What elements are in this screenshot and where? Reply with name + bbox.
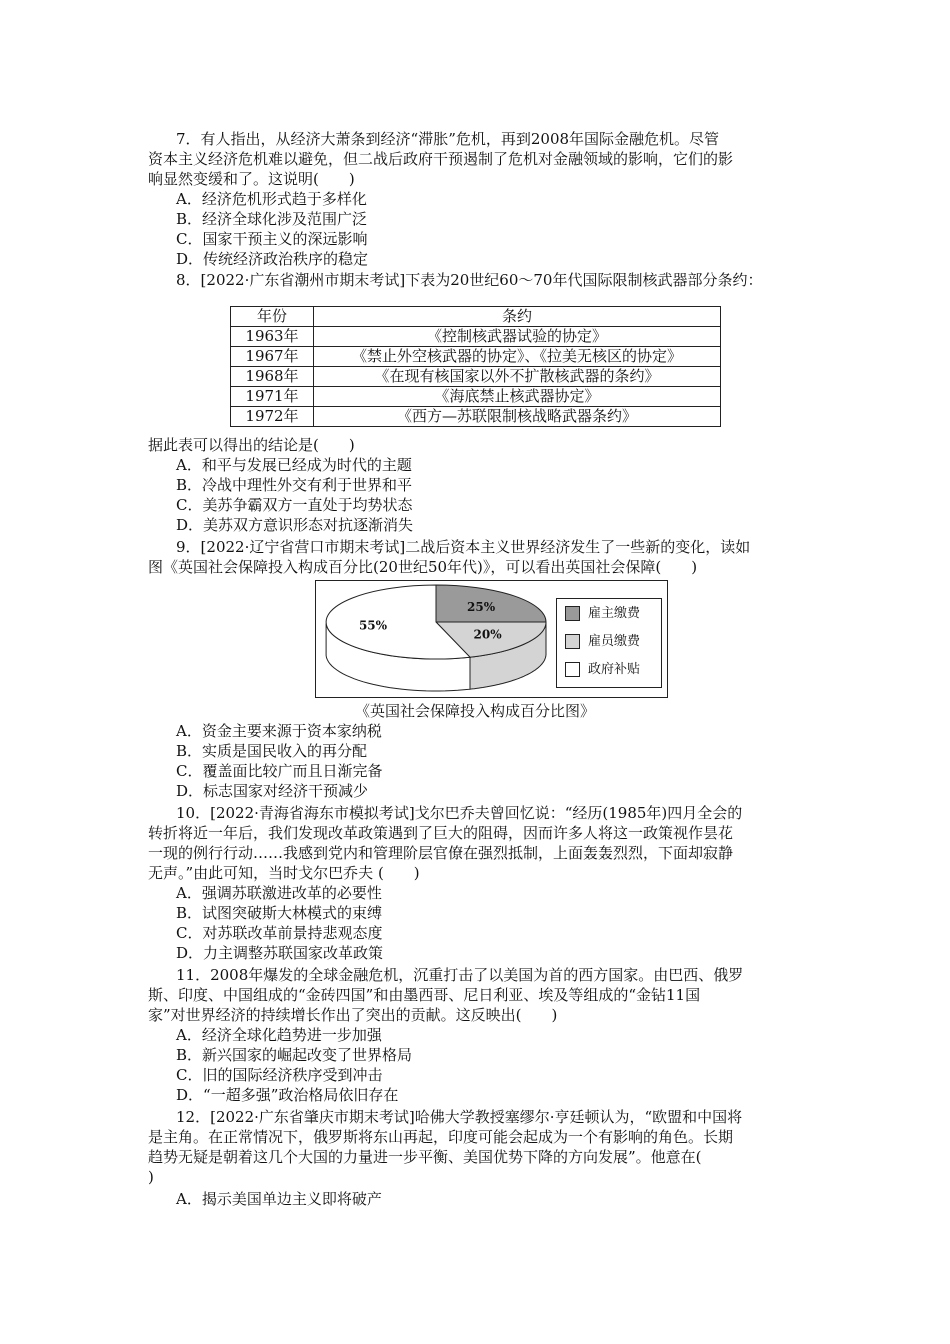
q9-option-a: A．资金主要来源于资本家纳税 — [176, 722, 382, 740]
q7-option-d: D．传统经济政治秩序的稳定 — [176, 250, 369, 268]
q12-line-2: 是主角。在正常情况下，俄罗斯将东山再起，印度可能会起成为一个有影响的角色。长期 — [148, 1128, 734, 1146]
q7-option-a: A．经济危机形式趋于多样化 — [176, 190, 367, 208]
legend-label: 政府补贴 — [588, 662, 641, 677]
table-cell-year: 1971年 — [231, 387, 314, 407]
q12-line-4: ) — [148, 1168, 154, 1186]
legend-item — [565, 633, 640, 651]
pie-value-label-1: 20% — [473, 627, 502, 642]
q8-option-a: A．和平与发展已经成为时代的主题 — [176, 456, 412, 474]
q8-prompt: 据此表可以得出的结论是( ) — [148, 436, 355, 454]
table-cell-year: 1967年 — [231, 347, 314, 367]
q7-line-3: 响显然变缓和了。这说明( ) — [148, 170, 355, 188]
table-header-row — [231, 307, 721, 327]
chart-caption: 《英国社会保障投入构成百分比图》 — [354, 702, 595, 720]
q7-line-2: 资本主义经济危机难以避免，但二战后政府干预遏制了危机对金融领域的影响，它们的影 — [148, 150, 734, 168]
q10-line-3: 一现的例行行动……我感到党内和管理阶层官僚在强烈抵制，上面轰轰烈烈，下面却寂静 — [148, 844, 734, 862]
q10-line-4: 无声。”由此可知，当时戈尔巴乔夫 ( ) — [148, 864, 420, 882]
q9-line-1: 9．[2022·辽宁省营口市期末考试]二战后资本主义世界经济发生了一些新的变化，读如 — [176, 538, 751, 556]
q12-line-1: 12．[2022·广东省肇庆市期末考试]哈佛大学教授塞缪尔·亨廷顿认为，“欧盟和中国将 — [176, 1108, 743, 1126]
q8-option-b: B．冷战中理性外交有利于世界和平 — [176, 476, 413, 494]
table-cell-treaty: 《在现有核国家以外不扩散核武器的条约》 — [314, 367, 721, 387]
q8-option-d: D．美苏双方意识形态对抗逐渐消失 — [176, 516, 414, 534]
q10-line-2: 转折将近一年后，我们发现改革政策遇到了巨大的阻碍，因而许多人将这一政策视作昙花 — [148, 824, 734, 842]
legend-swatch — [565, 662, 580, 677]
table-row — [231, 387, 721, 407]
table-cell-treaty: 《禁止外空核武器的协定》、《拉美无核区的协定》 — [314, 347, 721, 367]
q7-option-b: B．经济全球化涉及范围广泛 — [176, 210, 368, 228]
table-cell-treaty: 《西方—苏联限制核战略武器条约》 — [314, 407, 721, 427]
table-cell-year: 1968年 — [231, 367, 314, 387]
q11-line-1: 11．2008年爆发的全球金融危机，沉重打击了以美国为首的西方国家。由巴西、俄罗 — [176, 966, 744, 984]
q11-option-c: C．旧的国际经济秩序受到冲击 — [176, 1066, 383, 1084]
table-cell-treaty: 《控制核武器试验的协定》 — [314, 327, 721, 347]
q9-line-2: 图《英国社会保障投入构成百分比(20世纪50年代)》，可以看出英国社会保障( ) — [148, 558, 698, 576]
q8-option-c: C．美苏争霸双方一直处于均势状态 — [176, 496, 413, 514]
q8-line-1: 8．[2022·广东省潮州市期末考试]下表为20世纪60～70年代国际限制核武器部分条约： — [176, 271, 763, 289]
q11-line-2: 斯、印度、中国组成的“金砖四国”和由墨西哥、尼日利亚、埃及等组成的“金钻11国 — [148, 986, 701, 1004]
q9-option-c: C．覆盖面比较广而且日渐完备 — [176, 762, 383, 780]
q10-option-c: C．对苏联改革前景持悲观态度 — [176, 924, 383, 942]
table-header-treaty: 条约 — [314, 307, 721, 327]
legend-label: 雇主缴费 — [588, 606, 641, 621]
table-cell-year: 1972年 — [231, 407, 314, 427]
q11-line-3: 家”对世界经济的持续增长作出了突出的贡献。这反映出( ) — [148, 1006, 558, 1024]
q12-option-a: A．揭示美国单边主义即将破产 — [176, 1190, 382, 1208]
legend-swatch — [565, 606, 580, 621]
q11-option-d: D．“一超多强”政治格局依旧存在 — [176, 1086, 399, 1104]
treaty-table — [230, 306, 721, 427]
table-cell-treaty: 《海底禁止核武器协定》 — [314, 387, 721, 407]
q11-option-a: A．经济全球化趋势进一步加强 — [176, 1026, 382, 1044]
legend-swatch — [565, 634, 580, 649]
q7-line-1: 7．有人指出，从经济大萧条到经济“滞胀”危机，再到2008年国际金融危机。尽管 — [176, 130, 720, 148]
q9-option-b: B．实质是国民收入的再分配 — [176, 742, 368, 760]
q11-option-b: B．新兴国家的崛起改变了世界格局 — [176, 1046, 413, 1064]
legend-item — [565, 605, 640, 623]
q10-option-b: B．试图突破斯大林模式的束缚 — [176, 904, 383, 922]
legend-label: 雇员缴费 — [588, 634, 641, 649]
table-row — [231, 367, 721, 387]
chart-legend — [556, 598, 662, 688]
q7-option-c: C．国家干预主义的深远影响 — [176, 230, 368, 248]
q10-option-a: A．强调苏联激进改革的必要性 — [176, 884, 382, 902]
table-row — [231, 347, 721, 367]
table-header-year: 年份 — [231, 307, 314, 327]
pie-value-label-0: 25% — [467, 599, 496, 614]
q10-option-d: D．力主调整苏联国家改革政策 — [176, 944, 384, 962]
pie-value-label-2: 55% — [358, 618, 388, 633]
table-cell-year: 1963年 — [231, 327, 314, 347]
q9-option-d: D．标志国家对经济干预减少 — [176, 782, 369, 800]
legend-item — [565, 661, 640, 679]
table-row — [231, 327, 721, 347]
q10-line-1: 10．[2022·青海省海东市模拟考试]戈尔巴乔夫曾回忆说：“经历(1985年)四月全会的 — [176, 804, 743, 822]
q12-line-3: 趋势无疑是朝着这几个大国的力量进一步平衡、美国优势下降的方向发展”。他意在( — [148, 1148, 702, 1166]
table-row — [231, 407, 721, 427]
